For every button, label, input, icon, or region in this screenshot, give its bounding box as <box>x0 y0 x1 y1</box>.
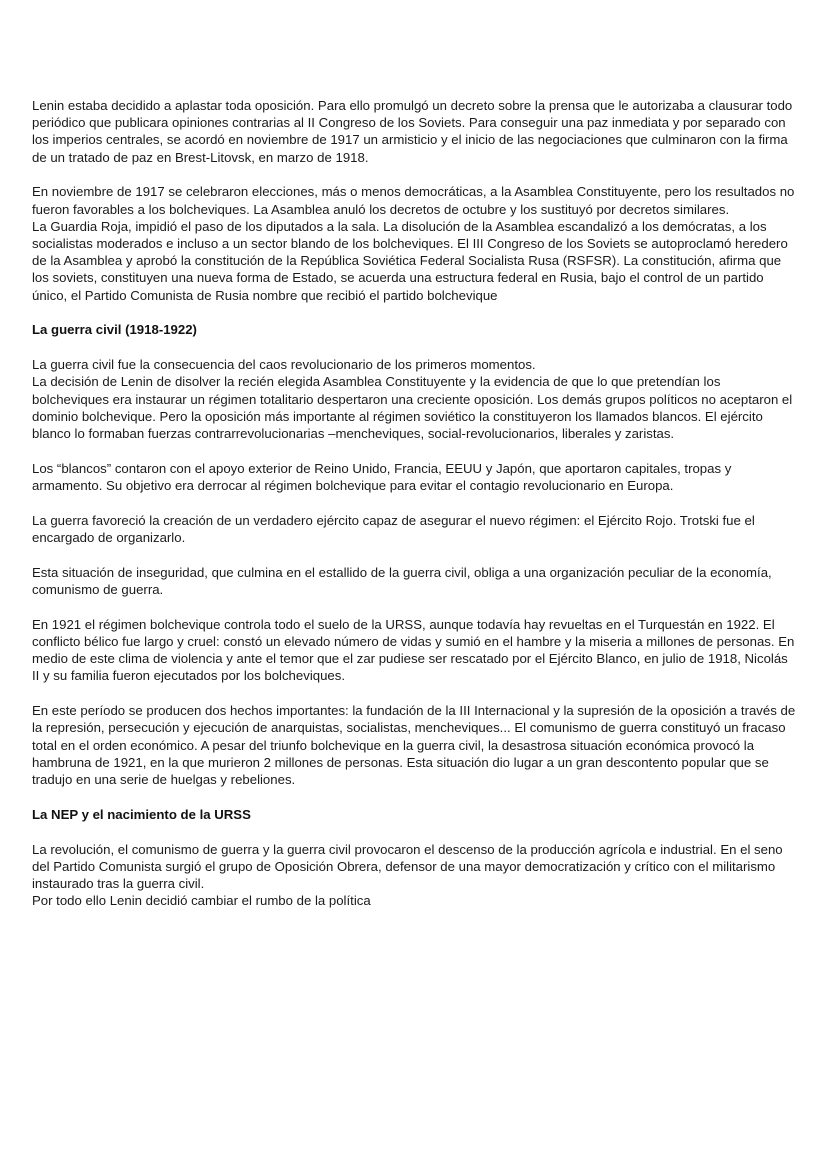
paragraph-lenin-opposition: Lenin estaba decidido a aplastar toda oposición. Para ello promulgó un decreto sobre la prensa que le autorizaba a clausurar todo periódico que publicara opiniones contrarias al II Congreso de los Soviets. Para conseguir una paz inmediata y por separado con los imperios centrales, se acordó en noviembre de 1917 un armisticio y el inicio de las negociaciones que culminaron con la firma de un tratado de paz en Brest-Litovsk, en marzo de 1918. <box>32 98 793 165</box>
document-page <box>32 97 798 909</box>
paragraph-foreign-support: Los “blancos” contaron con el apoyo exterior de Reino Unido, Francia, EEUU y Japón, que aportaron capitales, tropas y armamento. Su objetivo era derrocar al régimen bolchevique para evitar el contagio revolucionario en Europa. <box>32 460 732 494</box>
heading-nep: La NEP y el nacimiento de la URSS <box>32 806 251 822</box>
paragraph-elections-1917: En noviembre de 1917 se celebraron elecciones, más o menos democráticas, a la Asamblea Constituyente, pero los resultados no fueron favorables a los bolcheviques. La Asamblea anuló los decretos de octubre y los sustituyó por decretos similares. <box>32 184 795 217</box>
paragraph-civil-war-origin: La guerra civil fue la consecuencia del caos revolucionario de los primeros momentos. <box>32 357 536 373</box>
paragraph-1921-control: En 1921 el régimen bolchevique controla todo el suelo de la URSS, aunque todavía hay revueltas en el Turquestán en 1922. El conflicto bélico fue largo y cruel: constó un elevado número de vidas y sumió en el hambre y la miseria a millones de personas. En medio de este clima de violencia y ante el temor que el zar pudiese ser rescatado por el Ejército Blanco, en julio de 1918, Nicolás II y su familia fueron ejecutados por los bolcheviques. <box>32 616 795 684</box>
heading-civil-war: La guerra civil (1918-1922) <box>32 322 197 338</box>
paragraph-red-army: La guerra favoreció la creación de un verdadero ejército capaz de asegurar el nuevo régimen: el Ejército Rojo. Trotski fue el encargado de organizarlo. <box>32 512 755 546</box>
paragraph-red-guard: La Guardia Roja, impidió el paso de los diputados a la sala. La disolución de la Asamblea escandalizó a los demócratas, a los socialistas moderados e incluso a un sector blando de los bolcheviques. El III Congreso de los Soviets se autoproclamó heredero de la Asamblea y aprobó la constitución de la República Soviética Federal Socialista Rusa (RSFSR). La constitución, afirma que los soviets, constituyen una nueva forma de Estado, se acuerda una estructura federal en Rusia, bajo el control de un partido único, el Partido Comunista de Rusia nombre que recibió el partido bolchevique <box>32 218 788 303</box>
paragraph-lenin-change: Por todo ello Lenin decidió cambiar el rumbo de la política <box>32 893 371 909</box>
paragraph-war-communism: Esta situación de inseguridad, que culmina en el estallido de la guerra civil, obliga a una organización peculiar de la economía, comunismo de guerra. <box>32 564 772 598</box>
paragraph-production-decline: La revolución, el comunismo de guerra y la guerra civil provocaron el descenso de la producción agrícola e industrial. En el seno del Partido Comunista surgió el grupo de Oposición Obrera, defensor de una mayor democratización y crítico con el militarismo instaurado tras la guerra civil. <box>32 841 783 892</box>
paragraph-opposition-whites: La decisión de Lenin de disolver la recién elegida Asamblea Constituyente y la evidencia de que lo que pretendían los bolcheviques era instaurar un régimen totalitario despertaron una creciente oposición. Los demás grupos políticos no aceptaron el dominio bolchevique. Pero la oposición más importante al régimen soviético la constituyeron los llamados blancos. El ejército blanco lo formaban fuerzas contrarrevolucionarias –mencheviques, social-revolucionarios, liberales y zaristas. <box>32 374 793 442</box>
paragraph-third-international: En este período se producen dos hechos importantes: la fundación de la III Internacional y la supresión de la oposición a través de la represión, persecución y ejecución de anarquistas, socialistas, mencheviques... El comunismo de guerra constituyó un fracaso total en el orden económico. A pesar del triunfo bolchevique en la guerra civil, la desastrosa situación económica provocó la hambruna de 1921, en la que murieron 2 millones de personas. Esta situación dio lugar a un gran descontento popular que se tradujo en una serie de huelgas y rebeliones. <box>32 703 796 788</box>
